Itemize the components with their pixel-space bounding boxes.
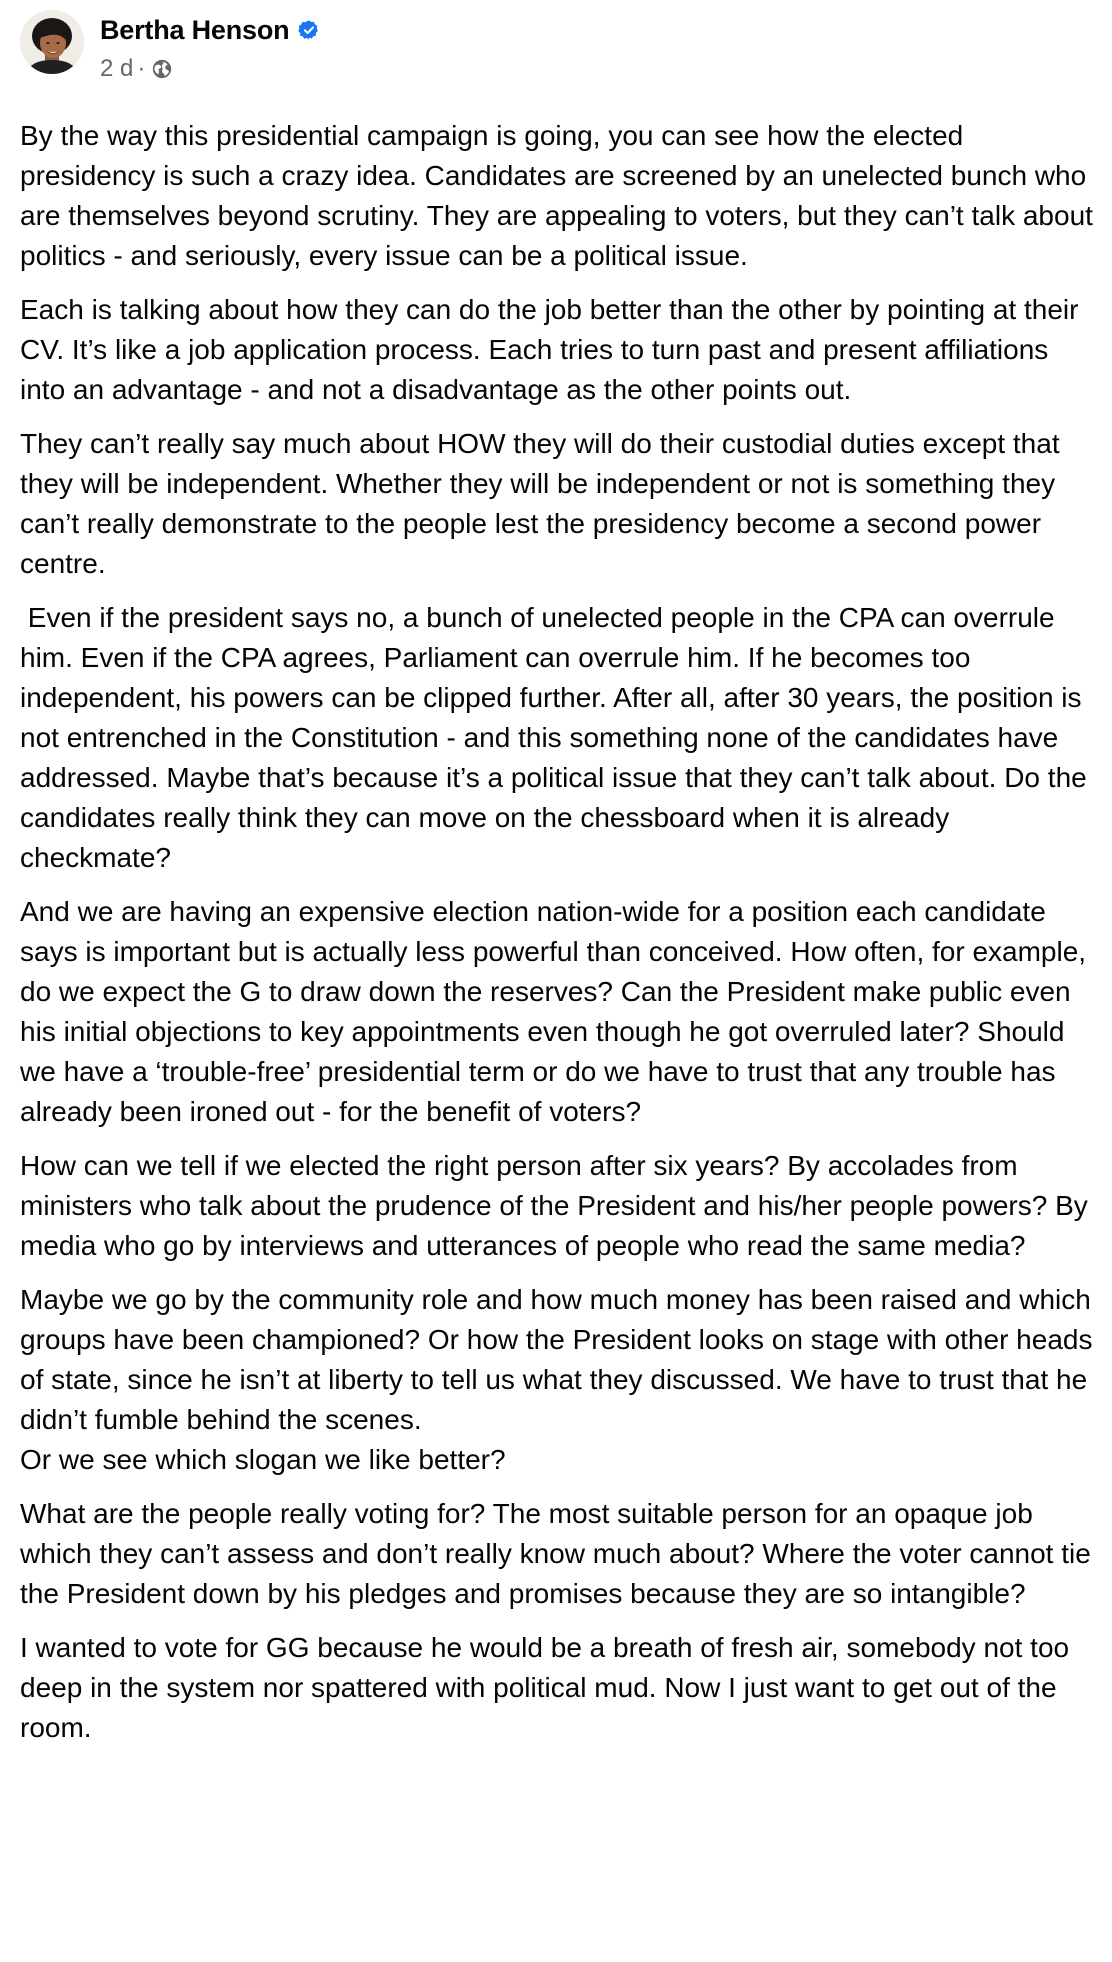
post-paragraph: What are the people really voting for? The most suitable person for an opaque job which they can’t assess and don’t really know much about? Where the voter cannot tie the President down by his pledges and promises because they are so intangible? [20, 1498, 1099, 1609]
globe-icon[interactable] [151, 58, 173, 80]
post-header [20, 10, 320, 90]
post-paragraph: They can’t really say much about HOW they will do their custodial duties except that they will be independent. Whether they will be independent or not is something they can’t really demonstrate to the people lest the presidency become a second power centre. [20, 428, 1068, 579]
verified-badge-icon [298, 19, 320, 41]
avatar[interactable] [20, 10, 84, 74]
post-paragraph: And we are having an expensive election nation-wide for a position each candidate says is important but is actually less powerful than conceived. How often, for example, do we expect the G to draw down the reserves? Can the President make public even his initial objections to key appointments even though he got overruled later? Should we have a ‘trouble-free’ presidential term or do we have to trust that any trouble has already been ironed out - for the benefit of voters? [20, 896, 1094, 1127]
post-paragraph: How can we tell if we elected the right person after six years? By accolades from ministers who talk about the prudence of the President and his/her people powers? By media who go by interviews and utterances of people who read the same media? [20, 1150, 1096, 1261]
post-paragraph: I wanted to vote for GG because he would be a breath of fresh air, somebody not too deep in the system nor spattered with political mud. Now I just want to get out of the room. [20, 1632, 1077, 1743]
post-subline [100, 55, 320, 83]
post-body [20, 116, 1100, 1762]
author-row [100, 13, 320, 47]
post-paragraph: Each is talking about how they can do the job better than the other by pointing at their CV. It’s like a job application process. Each tries to turn past and present affiliations into an advantage - and not a disadvantage as the other points out. [20, 294, 1087, 405]
author-name[interactable]: Bertha Henson [100, 14, 290, 45]
post-timestamp[interactable]: 2 d [100, 55, 134, 82]
post-paragraph: Maybe we go by the community role and how much money has been raised and which groups have been championed? Or how the President looks on stage with other heads of state, since he isn’t at liberty to tell us what they discussed. We have to trust that he didn’t fumble behind the scenes. Or we see which slogan we like better? [20, 1284, 1093, 1475]
post-meta [100, 13, 320, 83]
post-paragraph: By the way this presidential campaign is going, you can see how the elected presidency is such a crazy idea. Candidates are screened by an unelected bunch who are themselves beyond scrutiny. They are appealing to voters, but they can’t talk about politics - and seriously, every issue can be a political issue. [20, 120, 1101, 271]
separator-dot: · [137, 55, 146, 82]
post-paragraph: Even if the president says no, a bunch of unelected people in the CPA can overrule him. Even if the CPA agrees, Parliament can overrule him. If he becomes too independent, his powers can be clipped further. After all, after 30 years, the position is not entrenched in the Constitution - and this something none of the candidates have addressed. Maybe that’s because it’s a political issue that they can’t talk about. Do the candidates really think they can move on the chessboard when it is already checkmate? [20, 602, 1095, 873]
avatar-image [20, 10, 84, 74]
